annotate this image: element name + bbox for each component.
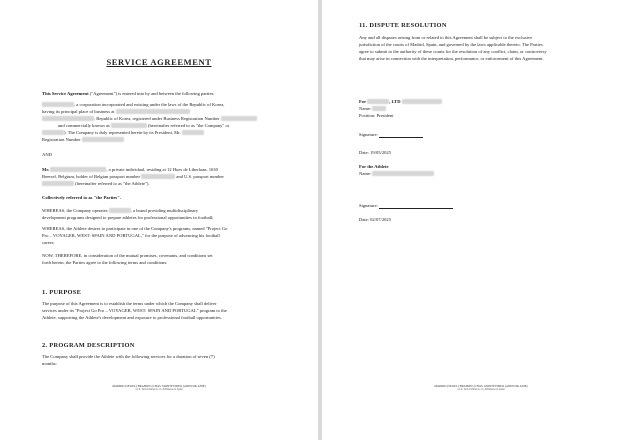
athlete-line-2: Beersel, Belgium, holder of Belgian passport number and U.S. passport number (42, 174, 224, 179)
left-page (0, 0, 318, 440)
athlete-line-1: Mr. , a private individual, residing at 12 Hoes de Liberlaan, 1630 (42, 167, 218, 172)
redacted-city (42, 116, 94, 121)
dispute-line-1: Any and all disputes arising from or related to this Agreement shall be subject to the exclusive (359, 35, 533, 40)
section-2-heading: 2. PROGRAM DESCRIPTION (42, 342, 135, 349)
redacted-brand (109, 208, 131, 213)
dispute-line-4: that may arise in connection with the interpretation, performance, or enforcement of this Agreement. (359, 56, 544, 61)
company-line-4: and commercially known as (hereinafter referred to as "the Company" or (58, 123, 230, 128)
therefore-line-1: NOW, THEREFORE, in consideration of the mutual promises, covenants, and conditions set (42, 253, 213, 258)
section-1-heading: 1. PURPOSE (42, 289, 82, 296)
redacted-athlete-name (50, 167, 106, 172)
dispute-line-2: jurisdiction of the courts of Madrid, Spain, and governed by the laws applicable thereto. The Parties (359, 42, 543, 47)
company-date-row: Date: 19/05/2025 (359, 150, 392, 155)
redacted-trade-name (111, 123, 147, 128)
whereas-2-line-2: Pro – VOYAGER, WEST: SPAIN AND PORTUGAL," for the purpose of advancing his football (42, 233, 220, 238)
section-2-line-2: months: (42, 361, 57, 366)
company-signatory-heading: For , LTD (359, 99, 442, 105)
company-position-row: Position: President (359, 113, 394, 118)
and-separator: AND (42, 152, 52, 157)
athlete-signature-line (379, 208, 453, 209)
redacted-short-name (42, 130, 64, 135)
intro-paragraph: This Service Agreement ("Agreement") is entered into by and between the following parties: (42, 91, 215, 96)
whereas-1-line-1: WHEREAS, the Company operates , a brand providing multidisciplinary (42, 208, 199, 213)
section-1-line-1: The purpose of this Agreement is to establish the terms under which the Company shall deliver (42, 301, 217, 306)
athlete-line-3: (hereinafter referred to as "the Athlete"). (42, 181, 150, 187)
athlete-name-row: Name: (359, 171, 434, 177)
whereas-1-line-2: development programs designed to prepare athletes for professional opportunities in football; (42, 215, 214, 220)
company-line-5: ). The Company is duly represented herein by its President, Mr. (42, 130, 204, 136)
company-line-1: , a corporation incorporated and existing under the laws of the Republic of Korea, (42, 102, 224, 108)
redacted-company-short (367, 99, 389, 104)
redacted-reg-number (82, 137, 124, 142)
left-page-footer: MADRID (SEOUL) BRAHOW (CHAS, MONTEVIDEO (ANDVOK ANIE) a.Cd: Tech Limited to a lo Embnesse la Spain (112, 384, 206, 391)
right-page (322, 0, 640, 440)
company-name-row: Name: (359, 106, 386, 112)
section-11-heading: 11. DISPUTE RESOLUTION (359, 22, 447, 29)
right-page-footer: MADRID (SEOUL) BRAHOW (CHAS, MONTEVIDEO (ANDVOK ANIE) a.Cd: Tech Limited to a lo Embnesse la Spain (434, 384, 528, 391)
athlete-signatory-heading: For the Athlete (359, 164, 389, 169)
company-line-6: Registration Number (42, 137, 124, 143)
redacted-president (182, 130, 204, 135)
redacted-company-extra (402, 99, 442, 104)
agreement-title: SERVICE AGREEMENT (106, 57, 212, 67)
athlete-date-row: Date: 02/07/2025 (359, 217, 392, 222)
company-line-3: , Republic of Korea, registered under Business Registration Number (42, 116, 257, 122)
redacted-company-name (42, 102, 74, 107)
redacted-belgian-passport (141, 174, 175, 179)
whereas-2-line-3: career; (42, 240, 55, 245)
therefore-line-2: forth herein, the Parties agree to the following terms and conditions: (42, 260, 168, 265)
whereas-2-line-1: WHEREAS, the Athlete desires to participate in one of the Company's programs, named "Project Go (42, 226, 228, 231)
collective-reference: Collectively referred to as "the Parties". (42, 195, 121, 200)
company-signature-line (379, 137, 423, 138)
redacted-address (116, 109, 190, 114)
section-2-line-1: The Company shall provide the Athlete with the following services for a duration of seven (7) (42, 354, 215, 359)
section-1-line-2: services under its "Project Go Pro – VOYAGER, WEST: SPAIN AND PORTUGAL" program to the (42, 308, 227, 313)
section-1-line-3: Athlete, supporting the Athlete's development and exposure to professional football opportunities. (42, 315, 222, 320)
redacted-signatory-name (372, 106, 386, 111)
company-signature-row: Signature: (359, 132, 423, 138)
redacted-us-passport (42, 181, 74, 186)
redacted-registration (221, 116, 257, 121)
company-line-2: having its principal place of business at (42, 109, 190, 115)
dispute-line-3: agree to submit to the authority of these courts for the resolution of any conflict, claim, or controversy (359, 49, 547, 54)
redacted-athlete-signatory (372, 171, 434, 176)
athlete-signature-row: Signature: (359, 203, 453, 209)
